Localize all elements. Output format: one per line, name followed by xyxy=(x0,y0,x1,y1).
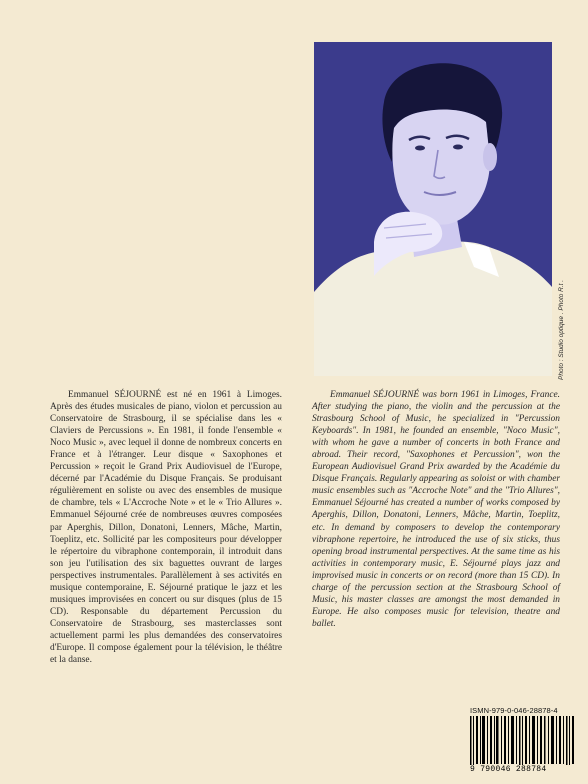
barcode-image xyxy=(468,716,580,768)
barcode-digits: 9 790046 288784 xyxy=(468,765,582,774)
english-bio-text: Emmanuel SÉJOURNÉ was born 1961 in Limoges, France. After studying the piano, the violin and the percussion at the Strasbourg School of Music, he specialized in "Percussion Keyboards". In 1981, he founded an ensemble, "Noco Music", with whom he gave a number of concerts in both France and abroad. Their record, "Saxophones et Percussion", won the European Audiovisuel Grand Prix awarded by the Académie du Disque Français. Regularly appearing as soloist or with chamber music ensembles such as "Accroche Note" and the "Trio Allures", Emmanuel Séjourné has created a number of works composed by Aperghis, Dillon, Donatoni, Lenners, Mâche, Martin, Toeplitz, etc. In demand by composers to develop the contemporary vibraphone repertoire, he introduced the use of six sticks, thus opening broad instrumental perspectives. At the same time as his activities in contemporary music, E. Séjourné plays jazz and improvised music in concerts or on record (more than 15 CD). In charge of the percussion section at the Strasbourg School of Music, his master classes are amongst the most demanded in Europe. He also composes music for television, theatre and ballet. xyxy=(312,390,560,629)
photo-credit: Photo : Studio optique . Photo R.t . xyxy=(558,279,565,380)
french-biography xyxy=(50,389,282,666)
french-bio-text: Emmanuel SÉJOURNÉ est né en 1961 à Limoges. Après des études musicales de piano, violon et percussion au Conservatoire de Strasbourg, il se spécialise dans les « Claviers de Percussions ». En 1981, il fonde l'ensemble « Noco Music », avec lequel il donne de nombreux concerts en France et à l'étranger. Leur disque « Saxophones et Percussion » reçoit le Grand Prix Audiovisuel de l'Europe, décerné par l'Académie du Disque Français. Se produisant régulièrement en soliste ou avec des ensembles de musique de chambre, tels « L'Accroche Note » et le « Trio Allures ». Emmanuel Séjourné crée de nombreuses œuvres composées par Aperghis, Dillon, Donatoni, Lenners, Mâche, Martin, Toeplitz, etc. Sollicité par les compositeurs pour développer le répertoire du vibraphone contemporain, il introduit dans son jeu l'utilisation des six baguettes ouvrant de larges perspectives instrumentales. Parallèlement à ses activités en musique contemporaine, E. Séjourné pratique le jazz et les musiques improvisées en concert ou sur disques (plus de 15 CD). Responsable du département Percussion du Conservatoire de Strasbourg, ses masterclasses sont actuellement parmi les plus demandées des conservatoires d'Europe. Il compose également pour la télévision, le théâtre et la danse. xyxy=(50,390,282,666)
ismn-label: ISMN-979-0-046-28878-4 xyxy=(470,706,558,715)
portrait-photo xyxy=(314,42,552,376)
portrait-image xyxy=(314,42,552,376)
english-biography xyxy=(312,389,560,630)
